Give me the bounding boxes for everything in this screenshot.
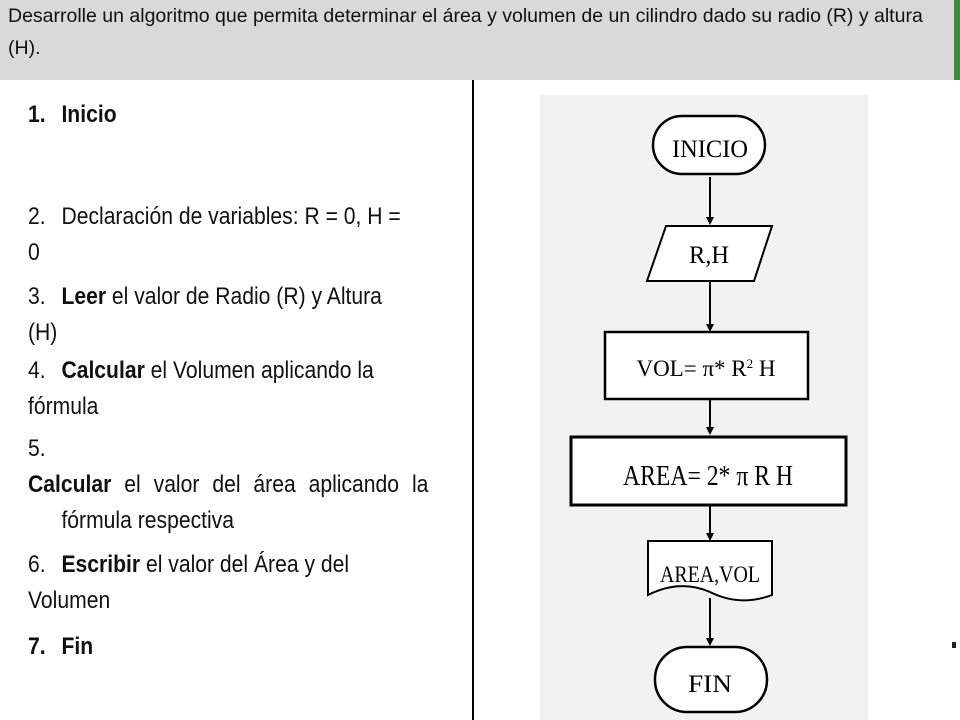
end-label: FIN xyxy=(688,671,732,698)
start-label: INICIO xyxy=(672,136,748,163)
step-6 xyxy=(28,547,412,619)
step-1 xyxy=(28,97,412,133)
step-7 xyxy=(28,629,412,665)
flowchart xyxy=(540,95,868,720)
step-number: 3. xyxy=(28,283,46,310)
step-number: 1. xyxy=(28,101,46,128)
step-number: 7. xyxy=(28,633,46,660)
step-5 xyxy=(28,431,429,539)
volume-formula xyxy=(636,356,775,381)
volume-formula-exponent: 2 xyxy=(746,356,754,371)
step-keyword: Calcular xyxy=(28,471,112,498)
output-label: AREA,VOL xyxy=(660,562,760,587)
step-keyword: Escribir xyxy=(61,551,141,578)
step-text-continued: fórmula respectiva xyxy=(61,507,234,534)
step-text: el valor del Área y del Volumen xyxy=(28,551,350,614)
algorithm-steps xyxy=(0,80,472,720)
stray-mark xyxy=(952,642,956,648)
step-number: 4. xyxy=(28,357,46,384)
step-number: 2. xyxy=(28,203,46,230)
step-text: el valor de Radio (R) y Altura (H) xyxy=(28,283,382,346)
step-keyword: Calcular xyxy=(61,357,145,384)
problem-statement: Desarrolle un algoritmo que permita determinar el área y volumen de un cilindro dado su radio (R) y altura (H). xyxy=(8,5,923,59)
step-number: 5. xyxy=(28,435,46,462)
step-text: el Volumen aplicando la fórmula xyxy=(28,357,374,420)
volume-formula-prefix: VOL= π* R xyxy=(636,356,747,381)
column-divider xyxy=(472,80,474,720)
volume-formula-suffix: H xyxy=(753,356,776,381)
step-text: Declaración de variables: R = 0, H = 0 xyxy=(28,203,401,266)
step-keyword: Leer xyxy=(61,283,107,310)
header-accent-stripe xyxy=(954,0,960,80)
step-3 xyxy=(28,279,412,351)
input-label: R,H xyxy=(689,242,729,269)
step-keyword: Fin xyxy=(61,633,94,660)
step-number: 6. xyxy=(28,551,46,578)
step-2 xyxy=(28,199,412,271)
area-formula: AREA= 2* π R H xyxy=(623,461,793,492)
step-4 xyxy=(28,353,412,425)
problem-header xyxy=(0,0,960,80)
step-keyword: Inicio xyxy=(61,101,117,128)
step-text: el valor del área aplicando la xyxy=(111,471,429,498)
